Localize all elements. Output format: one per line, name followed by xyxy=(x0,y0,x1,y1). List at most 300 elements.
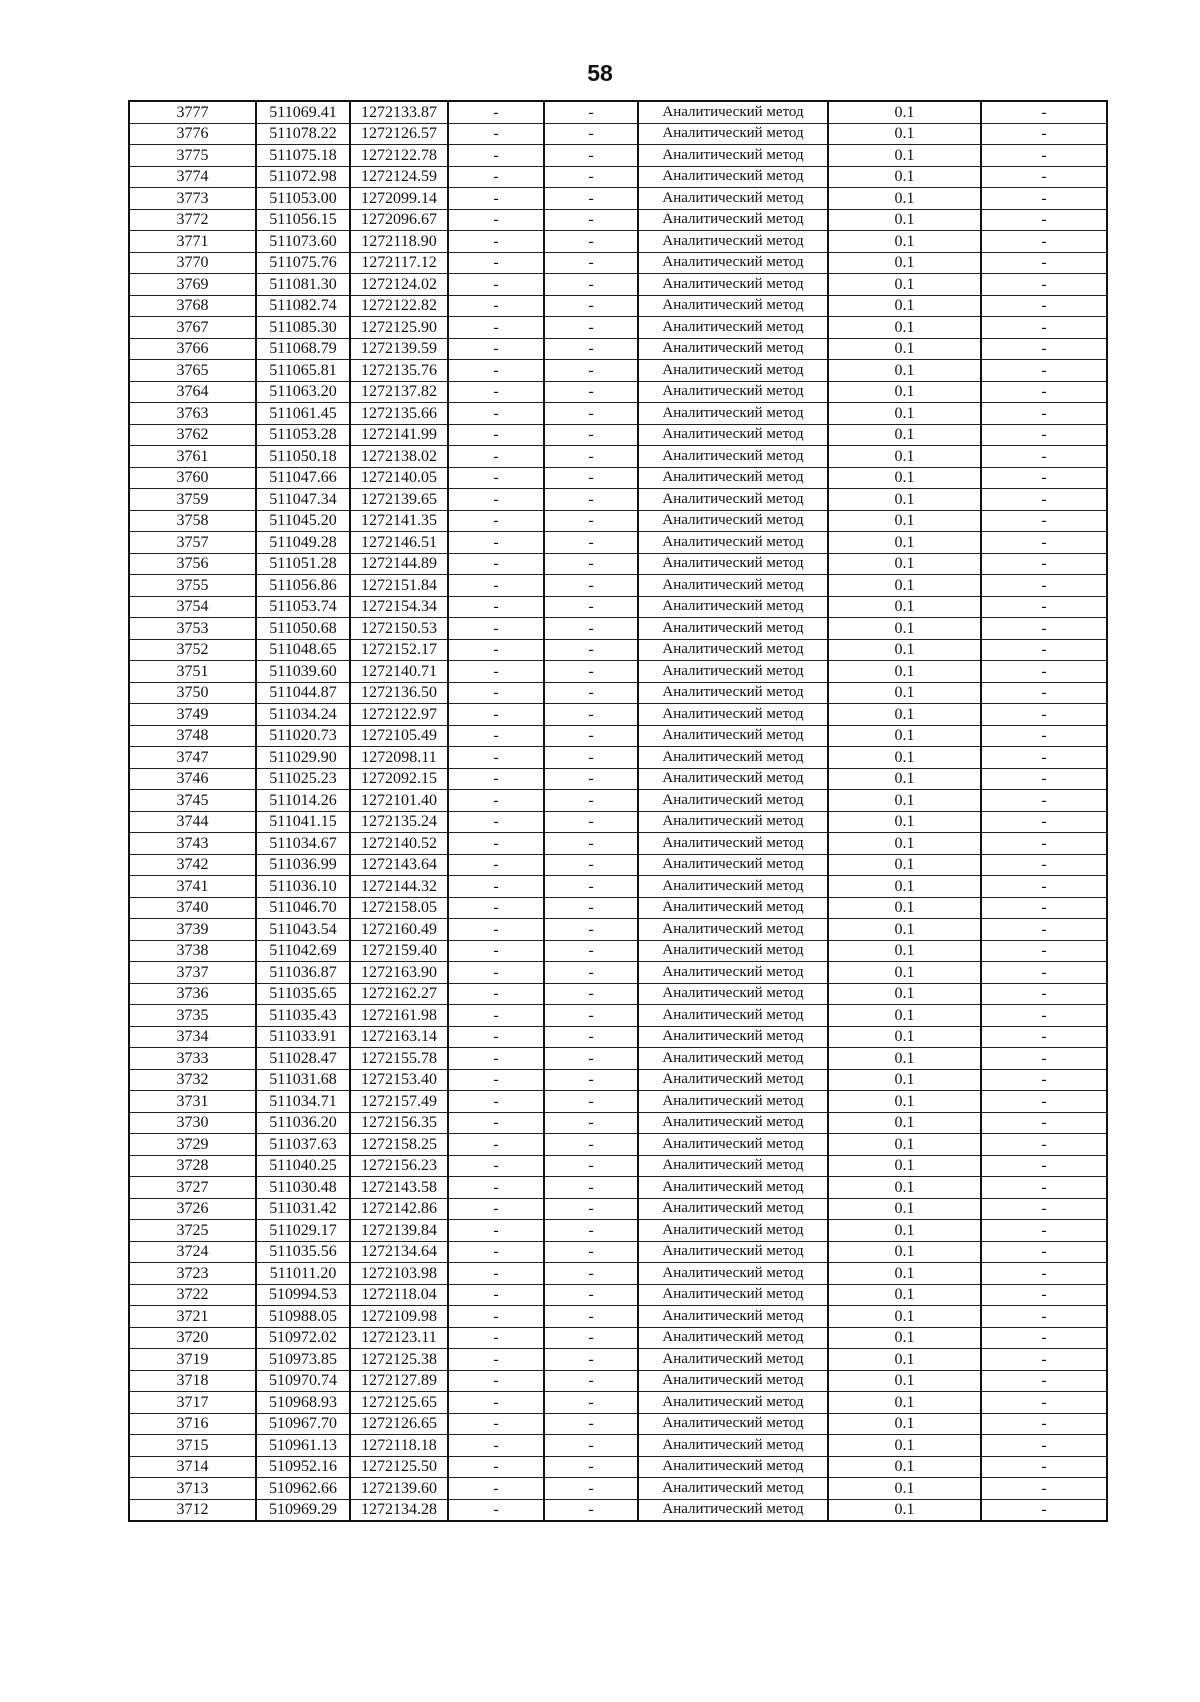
y-coordinate-cell: 1272157.49 xyxy=(350,1091,448,1113)
point-number-cell: 3715 xyxy=(129,1435,256,1457)
table-row xyxy=(129,833,1107,855)
empty-cell-3: - xyxy=(981,532,1107,554)
table-row xyxy=(129,1499,1107,1521)
accuracy-cell: 0.1 xyxy=(828,317,981,339)
empty-cell-3: - xyxy=(981,682,1107,704)
empty-cell-2: - xyxy=(544,1220,638,1242)
empty-cell-3: - xyxy=(981,1134,1107,1156)
method-cell: Аналитический метод xyxy=(638,940,828,962)
empty-cell-1: - xyxy=(448,510,544,532)
empty-cell-1: - xyxy=(448,811,544,833)
empty-cell-3: - xyxy=(981,897,1107,919)
x-coordinate-cell: 511056.86 xyxy=(256,575,350,597)
method-cell: Аналитический метод xyxy=(638,962,828,984)
accuracy-cell: 0.1 xyxy=(828,940,981,962)
method-cell: Аналитический метод xyxy=(638,639,828,661)
empty-cell-3: - xyxy=(981,1284,1107,1306)
accuracy-cell: 0.1 xyxy=(828,876,981,898)
y-coordinate-cell: 1272135.24 xyxy=(350,811,448,833)
method-cell: Аналитический метод xyxy=(638,1478,828,1500)
empty-cell-1: - xyxy=(448,1048,544,1070)
method-cell: Аналитический метод xyxy=(638,123,828,145)
point-number-cell: 3727 xyxy=(129,1177,256,1199)
method-cell: Аналитический метод xyxy=(638,274,828,296)
x-coordinate-cell: 510969.29 xyxy=(256,1499,350,1521)
empty-cell-2: - xyxy=(544,1112,638,1134)
empty-cell-2: - xyxy=(544,661,638,683)
accuracy-cell: 0.1 xyxy=(828,1499,981,1521)
empty-cell-2: - xyxy=(544,1370,638,1392)
empty-cell-3: - xyxy=(981,231,1107,253)
x-coordinate-cell: 511056.15 xyxy=(256,209,350,231)
table-row xyxy=(129,1349,1107,1371)
empty-cell-1: - xyxy=(448,1306,544,1328)
empty-cell-3: - xyxy=(981,489,1107,511)
table-row xyxy=(129,1478,1107,1500)
empty-cell-2: - xyxy=(544,553,638,575)
point-number-cell: 3720 xyxy=(129,1327,256,1349)
method-cell: Аналитический метод xyxy=(638,1413,828,1435)
empty-cell-2: - xyxy=(544,1263,638,1285)
empty-cell-1: - xyxy=(448,897,544,919)
point-number-cell: 3766 xyxy=(129,338,256,360)
x-coordinate-cell: 511029.90 xyxy=(256,747,350,769)
accuracy-cell: 0.1 xyxy=(828,1005,981,1027)
table-row xyxy=(129,897,1107,919)
x-coordinate-cell: 511020.73 xyxy=(256,725,350,747)
empty-cell-2: - xyxy=(544,919,638,941)
table-row xyxy=(129,962,1107,984)
y-coordinate-cell: 1272150.53 xyxy=(350,618,448,640)
point-number-cell: 3769 xyxy=(129,274,256,296)
accuracy-cell: 0.1 xyxy=(828,854,981,876)
table-row xyxy=(129,919,1107,941)
empty-cell-3: - xyxy=(981,317,1107,339)
x-coordinate-cell: 511036.99 xyxy=(256,854,350,876)
empty-cell-3: - xyxy=(981,639,1107,661)
empty-cell-3: - xyxy=(981,919,1107,941)
accuracy-cell: 0.1 xyxy=(828,768,981,790)
accuracy-cell: 0.1 xyxy=(828,1456,981,1478)
point-number-cell: 3760 xyxy=(129,467,256,489)
point-number-cell: 3721 xyxy=(129,1306,256,1328)
table-row xyxy=(129,231,1107,253)
point-number-cell: 3770 xyxy=(129,252,256,274)
point-number-cell: 3713 xyxy=(129,1478,256,1500)
x-coordinate-cell: 510967.70 xyxy=(256,1413,350,1435)
y-coordinate-cell: 1272140.52 xyxy=(350,833,448,855)
accuracy-cell: 0.1 xyxy=(828,510,981,532)
empty-cell-1: - xyxy=(448,381,544,403)
empty-cell-1: - xyxy=(448,489,544,511)
y-coordinate-cell: 1272139.84 xyxy=(350,1220,448,1242)
empty-cell-2: - xyxy=(544,1456,638,1478)
x-coordinate-cell: 511078.22 xyxy=(256,123,350,145)
point-number-cell: 3743 xyxy=(129,833,256,855)
empty-cell-2: - xyxy=(544,317,638,339)
empty-cell-2: - xyxy=(544,575,638,597)
method-cell: Аналитический метод xyxy=(638,1048,828,1070)
x-coordinate-cell: 511035.56 xyxy=(256,1241,350,1263)
x-coordinate-cell: 511075.76 xyxy=(256,252,350,274)
empty-cell-2: - xyxy=(544,381,638,403)
method-cell: Аналитический метод xyxy=(638,1112,828,1134)
y-coordinate-cell: 1272134.28 xyxy=(350,1499,448,1521)
method-cell: Аналитический метод xyxy=(638,1499,828,1521)
empty-cell-2: - xyxy=(544,747,638,769)
accuracy-cell: 0.1 xyxy=(828,962,981,984)
table-row xyxy=(129,1263,1107,1285)
empty-cell-3: - xyxy=(981,123,1107,145)
empty-cell-1: - xyxy=(448,768,544,790)
empty-cell-2: - xyxy=(544,790,638,812)
accuracy-cell: 0.1 xyxy=(828,295,981,317)
table-row xyxy=(129,811,1107,833)
table-row xyxy=(129,1456,1107,1478)
method-cell: Аналитический метод xyxy=(638,145,828,167)
coordinates-table xyxy=(128,100,1108,1522)
point-number-cell: 3765 xyxy=(129,360,256,382)
table-row xyxy=(129,101,1107,123)
empty-cell-2: - xyxy=(544,1284,638,1306)
y-coordinate-cell: 1272158.05 xyxy=(350,897,448,919)
method-cell: Аналитический метод xyxy=(638,360,828,382)
empty-cell-3: - xyxy=(981,252,1107,274)
x-coordinate-cell: 510994.53 xyxy=(256,1284,350,1306)
table-row xyxy=(129,381,1107,403)
table-row xyxy=(129,1048,1107,1070)
x-coordinate-cell: 511053.74 xyxy=(256,596,350,618)
empty-cell-3: - xyxy=(981,575,1107,597)
method-cell: Аналитический метод xyxy=(638,1327,828,1349)
method-cell: Аналитический метод xyxy=(638,618,828,640)
accuracy-cell: 0.1 xyxy=(828,1220,981,1242)
point-number-cell: 3762 xyxy=(129,424,256,446)
method-cell: Аналитический метод xyxy=(638,231,828,253)
empty-cell-3: - xyxy=(981,166,1107,188)
method-cell: Аналитический метод xyxy=(638,1134,828,1156)
point-number-cell: 3774 xyxy=(129,166,256,188)
point-number-cell: 3737 xyxy=(129,962,256,984)
empty-cell-1: - xyxy=(448,1327,544,1349)
empty-cell-1: - xyxy=(448,553,544,575)
x-coordinate-cell: 511063.20 xyxy=(256,381,350,403)
empty-cell-1: - xyxy=(448,618,544,640)
x-coordinate-cell: 511047.34 xyxy=(256,489,350,511)
method-cell: Аналитический метод xyxy=(638,381,828,403)
empty-cell-3: - xyxy=(981,1220,1107,1242)
accuracy-cell: 0.1 xyxy=(828,553,981,575)
empty-cell-3: - xyxy=(981,1241,1107,1263)
accuracy-cell: 0.1 xyxy=(828,747,981,769)
y-coordinate-cell: 1272141.99 xyxy=(350,424,448,446)
empty-cell-1: - xyxy=(448,403,544,425)
accuracy-cell: 0.1 xyxy=(828,1026,981,1048)
x-coordinate-cell: 511042.69 xyxy=(256,940,350,962)
table-row xyxy=(129,575,1107,597)
x-coordinate-cell: 511047.66 xyxy=(256,467,350,489)
method-cell: Аналитический метод xyxy=(638,209,828,231)
table-row xyxy=(129,510,1107,532)
accuracy-cell: 0.1 xyxy=(828,1134,981,1156)
accuracy-cell: 0.1 xyxy=(828,639,981,661)
accuracy-cell: 0.1 xyxy=(828,618,981,640)
empty-cell-2: - xyxy=(544,1134,638,1156)
x-coordinate-cell: 511035.43 xyxy=(256,1005,350,1027)
y-coordinate-cell: 1272126.57 xyxy=(350,123,448,145)
empty-cell-1: - xyxy=(448,1069,544,1091)
table-row xyxy=(129,1306,1107,1328)
y-coordinate-cell: 1272118.90 xyxy=(350,231,448,253)
empty-cell-3: - xyxy=(981,790,1107,812)
y-coordinate-cell: 1272096.67 xyxy=(350,209,448,231)
page-number: 58 xyxy=(587,60,613,86)
x-coordinate-cell: 511034.71 xyxy=(256,1091,350,1113)
y-coordinate-cell: 1272125.50 xyxy=(350,1456,448,1478)
empty-cell-2: - xyxy=(544,833,638,855)
empty-cell-2: - xyxy=(544,123,638,145)
point-number-cell: 3764 xyxy=(129,381,256,403)
point-number-cell: 3747 xyxy=(129,747,256,769)
empty-cell-1: - xyxy=(448,1220,544,1242)
method-cell: Аналитический метод xyxy=(638,403,828,425)
accuracy-cell: 0.1 xyxy=(828,403,981,425)
point-number-cell: 3752 xyxy=(129,639,256,661)
point-number-cell: 3716 xyxy=(129,1413,256,1435)
y-coordinate-cell: 1272123.11 xyxy=(350,1327,448,1349)
empty-cell-3: - xyxy=(981,424,1107,446)
empty-cell-2: - xyxy=(544,338,638,360)
empty-cell-2: - xyxy=(544,1048,638,1070)
empty-cell-1: - xyxy=(448,1263,544,1285)
empty-cell-3: - xyxy=(981,1456,1107,1478)
accuracy-cell: 0.1 xyxy=(828,188,981,210)
empty-cell-1: - xyxy=(448,1112,544,1134)
empty-cell-1: - xyxy=(448,1349,544,1371)
method-cell: Аналитический метод xyxy=(638,1026,828,1048)
empty-cell-3: - xyxy=(981,338,1107,360)
accuracy-cell: 0.1 xyxy=(828,467,981,489)
y-coordinate-cell: 1272139.59 xyxy=(350,338,448,360)
empty-cell-2: - xyxy=(544,1155,638,1177)
method-cell: Аналитический метод xyxy=(638,1091,828,1113)
method-cell: Аналитический метод xyxy=(638,790,828,812)
point-number-cell: 3754 xyxy=(129,596,256,618)
x-coordinate-cell: 511085.30 xyxy=(256,317,350,339)
empty-cell-2: - xyxy=(544,1177,638,1199)
empty-cell-2: - xyxy=(544,940,638,962)
empty-cell-2: - xyxy=(544,252,638,274)
method-cell: Аналитический метод xyxy=(638,295,828,317)
empty-cell-3: - xyxy=(981,295,1107,317)
empty-cell-3: - xyxy=(981,1370,1107,1392)
accuracy-cell: 0.1 xyxy=(828,596,981,618)
empty-cell-1: - xyxy=(448,919,544,941)
x-coordinate-cell: 511081.30 xyxy=(256,274,350,296)
empty-cell-2: - xyxy=(544,596,638,618)
accuracy-cell: 0.1 xyxy=(828,274,981,296)
empty-cell-2: - xyxy=(544,510,638,532)
x-coordinate-cell: 511029.17 xyxy=(256,1220,350,1242)
point-number-cell: 3722 xyxy=(129,1284,256,1306)
y-coordinate-cell: 1272162.27 xyxy=(350,983,448,1005)
table-row xyxy=(129,553,1107,575)
empty-cell-1: - xyxy=(448,1091,544,1113)
point-number-cell: 3745 xyxy=(129,790,256,812)
empty-cell-2: - xyxy=(544,962,638,984)
accuracy-cell: 0.1 xyxy=(828,1112,981,1134)
method-cell: Аналитический метод xyxy=(638,1284,828,1306)
empty-cell-3: - xyxy=(981,1499,1107,1521)
table-row xyxy=(129,166,1107,188)
y-coordinate-cell: 1272140.05 xyxy=(350,467,448,489)
y-coordinate-cell: 1272122.82 xyxy=(350,295,448,317)
empty-cell-1: - xyxy=(448,682,544,704)
method-cell: Аналитический метод xyxy=(638,983,828,1005)
empty-cell-3: - xyxy=(981,833,1107,855)
y-coordinate-cell: 1272146.51 xyxy=(350,532,448,554)
y-coordinate-cell: 1272152.17 xyxy=(350,639,448,661)
empty-cell-2: - xyxy=(544,876,638,898)
empty-cell-1: - xyxy=(448,360,544,382)
y-coordinate-cell: 1272136.50 xyxy=(350,682,448,704)
empty-cell-3: - xyxy=(981,1005,1107,1027)
accuracy-cell: 0.1 xyxy=(828,1392,981,1414)
x-coordinate-cell: 511044.87 xyxy=(256,682,350,704)
method-cell: Аналитический метод xyxy=(638,1370,828,1392)
x-coordinate-cell: 511050.18 xyxy=(256,446,350,468)
empty-cell-2: - xyxy=(544,639,638,661)
table-row xyxy=(129,360,1107,382)
empty-cell-1: - xyxy=(448,1177,544,1199)
method-cell: Аналитический метод xyxy=(638,532,828,554)
method-cell: Аналитический метод xyxy=(638,725,828,747)
empty-cell-2: - xyxy=(544,811,638,833)
point-number-cell: 3733 xyxy=(129,1048,256,1070)
accuracy-cell: 0.1 xyxy=(828,833,981,855)
x-coordinate-cell: 511041.15 xyxy=(256,811,350,833)
empty-cell-1: - xyxy=(448,1284,544,1306)
table-row xyxy=(129,768,1107,790)
table-row xyxy=(129,854,1107,876)
empty-cell-2: - xyxy=(544,360,638,382)
empty-cell-3: - xyxy=(981,446,1107,468)
y-coordinate-cell: 1272105.49 xyxy=(350,725,448,747)
table-row xyxy=(129,489,1107,511)
y-coordinate-cell: 1272109.98 xyxy=(350,1306,448,1328)
x-coordinate-cell: 510952.16 xyxy=(256,1456,350,1478)
x-coordinate-cell: 511039.60 xyxy=(256,661,350,683)
point-number-cell: 3740 xyxy=(129,897,256,919)
empty-cell-1: - xyxy=(448,1499,544,1521)
point-number-cell: 3741 xyxy=(129,876,256,898)
accuracy-cell: 0.1 xyxy=(828,532,981,554)
x-coordinate-cell: 511068.79 xyxy=(256,338,350,360)
empty-cell-1: - xyxy=(448,209,544,231)
method-cell: Аналитический метод xyxy=(638,1069,828,1091)
y-coordinate-cell: 1272125.90 xyxy=(350,317,448,339)
empty-cell-1: - xyxy=(448,1413,544,1435)
y-coordinate-cell: 1272160.49 xyxy=(350,919,448,941)
point-number-cell: 3734 xyxy=(129,1026,256,1048)
point-number-cell: 3751 xyxy=(129,661,256,683)
empty-cell-2: - xyxy=(544,446,638,468)
table-row xyxy=(129,188,1107,210)
table-row xyxy=(129,145,1107,167)
method-cell: Аналитический метод xyxy=(638,1435,828,1457)
table-row xyxy=(129,1241,1107,1263)
accuracy-cell: 0.1 xyxy=(828,811,981,833)
empty-cell-2: - xyxy=(544,1091,638,1113)
x-coordinate-cell: 511050.68 xyxy=(256,618,350,640)
accuracy-cell: 0.1 xyxy=(828,575,981,597)
method-cell: Аналитический метод xyxy=(638,510,828,532)
accuracy-cell: 0.1 xyxy=(828,1284,981,1306)
method-cell: Аналитический метод xyxy=(638,1241,828,1263)
empty-cell-1: - xyxy=(448,188,544,210)
table-row xyxy=(129,1198,1107,1220)
empty-cell-2: - xyxy=(544,532,638,554)
accuracy-cell: 0.1 xyxy=(828,1177,981,1199)
empty-cell-3: - xyxy=(981,983,1107,1005)
table-row xyxy=(129,209,1107,231)
empty-cell-3: - xyxy=(981,1198,1107,1220)
empty-cell-1: - xyxy=(448,231,544,253)
empty-cell-3: - xyxy=(981,101,1107,123)
point-number-cell: 3723 xyxy=(129,1263,256,1285)
y-coordinate-cell: 1272117.12 xyxy=(350,252,448,274)
point-number-cell: 3728 xyxy=(129,1155,256,1177)
method-cell: Аналитический метод xyxy=(638,424,828,446)
empty-cell-2: - xyxy=(544,704,638,726)
empty-cell-3: - xyxy=(981,1155,1107,1177)
x-coordinate-cell: 511034.67 xyxy=(256,833,350,855)
x-coordinate-cell: 511051.28 xyxy=(256,553,350,575)
y-coordinate-cell: 1272163.90 xyxy=(350,962,448,984)
empty-cell-3: - xyxy=(981,1327,1107,1349)
method-cell: Аналитический метод xyxy=(638,1263,828,1285)
table-row xyxy=(129,639,1107,661)
table-row xyxy=(129,596,1107,618)
y-coordinate-cell: 1272141.35 xyxy=(350,510,448,532)
table-row xyxy=(129,1435,1107,1457)
empty-cell-1: - xyxy=(448,833,544,855)
y-coordinate-cell: 1272122.78 xyxy=(350,145,448,167)
empty-cell-2: - xyxy=(544,209,638,231)
empty-cell-1: - xyxy=(448,1370,544,1392)
table-row xyxy=(129,1370,1107,1392)
table-row xyxy=(129,1177,1107,1199)
empty-cell-1: - xyxy=(448,876,544,898)
empty-cell-3: - xyxy=(981,1392,1107,1414)
accuracy-cell: 0.1 xyxy=(828,1478,981,1500)
method-cell: Аналитический метод xyxy=(638,553,828,575)
point-number-cell: 3757 xyxy=(129,532,256,554)
empty-cell-2: - xyxy=(544,897,638,919)
y-coordinate-cell: 1272163.14 xyxy=(350,1026,448,1048)
y-coordinate-cell: 1272139.65 xyxy=(350,489,448,511)
method-cell: Аналитический метод xyxy=(638,1392,828,1414)
point-number-cell: 3738 xyxy=(129,940,256,962)
table-row xyxy=(129,983,1107,1005)
x-coordinate-cell: 511011.20 xyxy=(256,1263,350,1285)
accuracy-cell: 0.1 xyxy=(828,123,981,145)
empty-cell-3: - xyxy=(981,1177,1107,1199)
y-coordinate-cell: 1272092.15 xyxy=(350,768,448,790)
empty-cell-1: - xyxy=(448,1435,544,1457)
point-number-cell: 3776 xyxy=(129,123,256,145)
accuracy-cell: 0.1 xyxy=(828,166,981,188)
